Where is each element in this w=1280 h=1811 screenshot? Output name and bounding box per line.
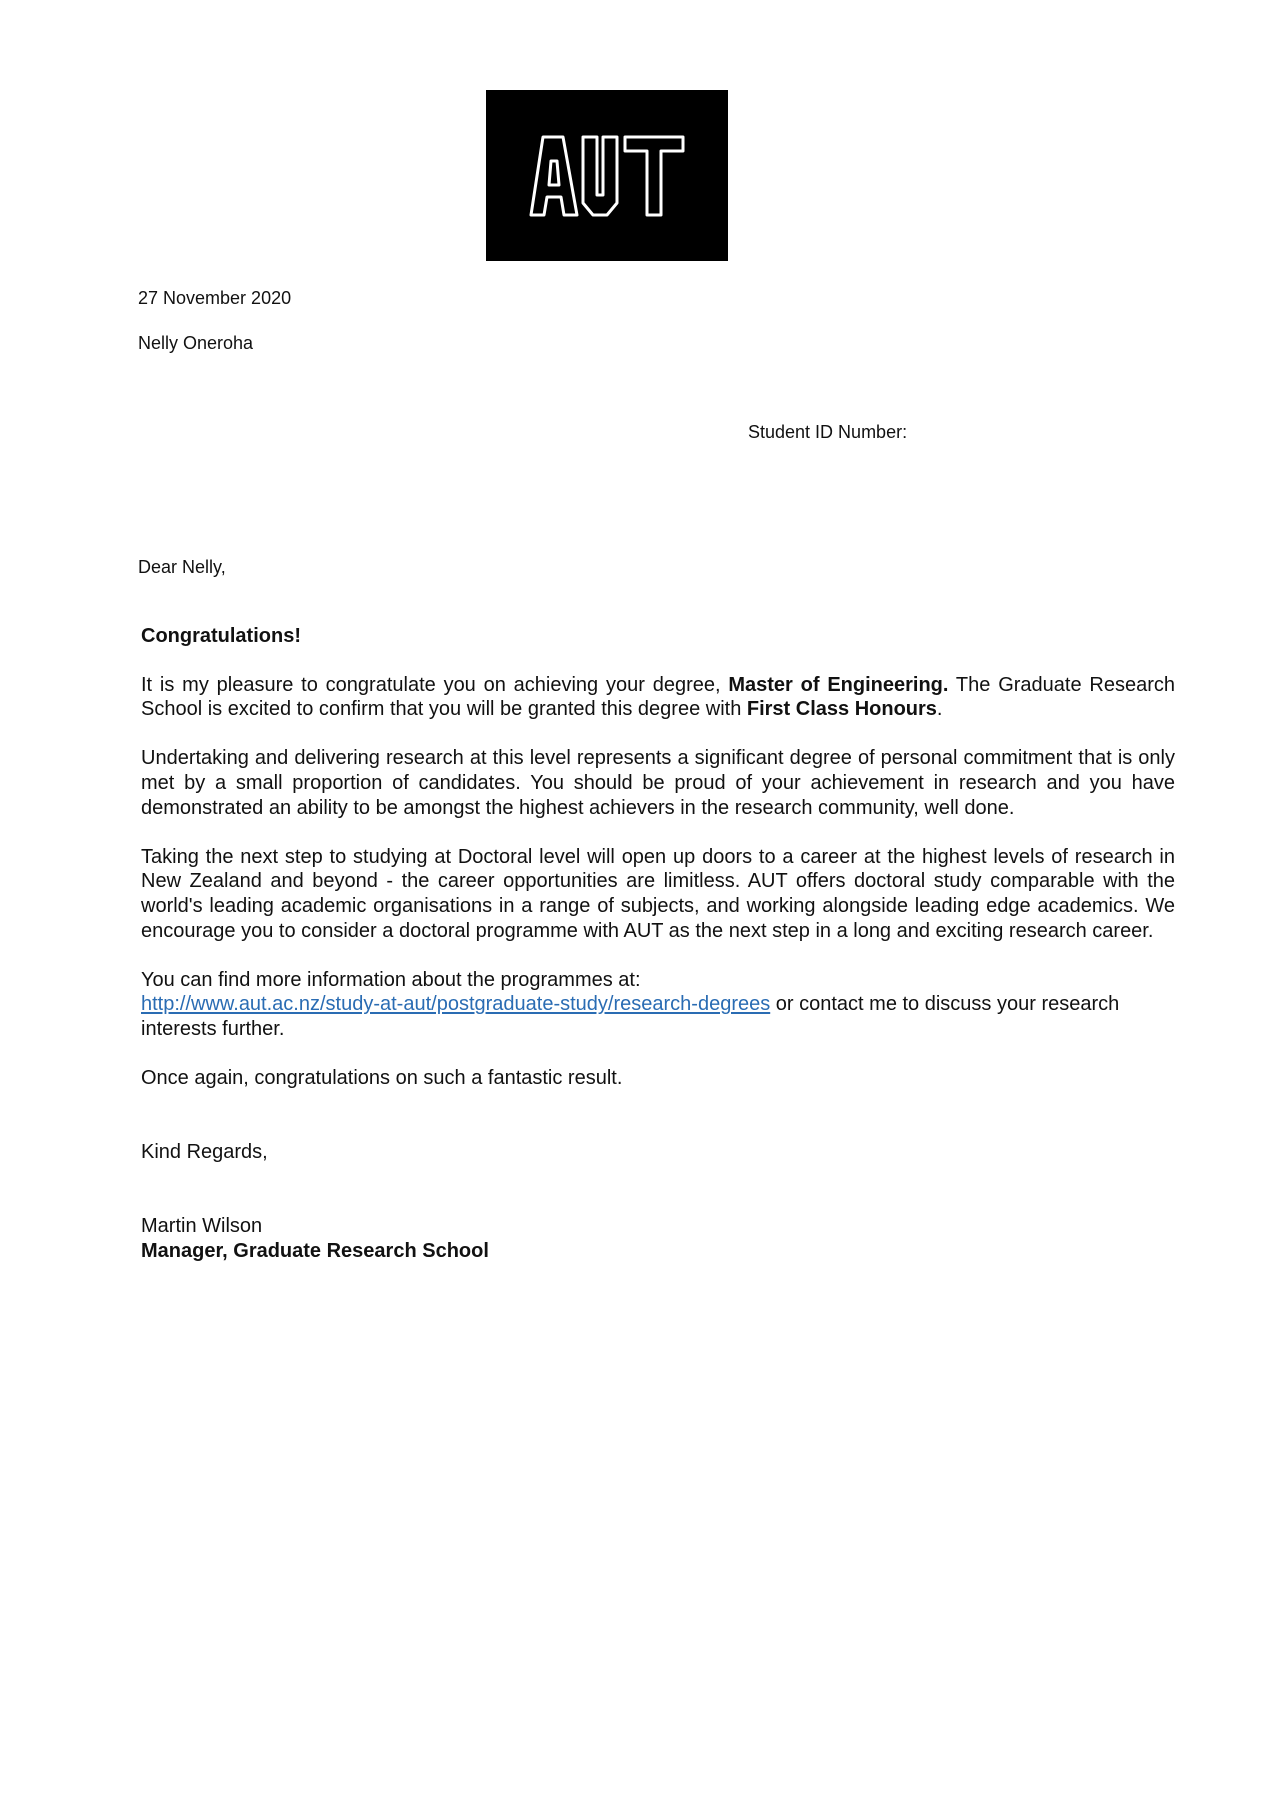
paragraph-text: It is my pleasure to congratulate you on achieving your degree, — [141, 673, 729, 696]
paragraph-closing: Once again, congratulations on such a fantastic result. — [141, 1067, 623, 1090]
honours-class: First Class Honours — [746, 698, 937, 721]
salutation: Dear Nelly, — [138, 557, 226, 577]
research-degrees-link[interactable]: http://www.aut.ac.nz/study-at-aut/postgraduate-study/research-degrees — [141, 993, 771, 1016]
letter-body — [141, 624, 1175, 1261]
signoff: Kind Regards, — [141, 1140, 268, 1163]
degree-name: Master of Engineering. — [728, 673, 949, 696]
paragraph-degree — [141, 673, 1175, 722]
paragraph-achievement: Undertaking and delivering research at this level represents a significant degree of personal commitment that is only met by a small proportion of candidates. You should be proud of your achievement in research and you have demonstrated an ability to be amongst the highest achievers in the research community, well done. — [141, 747, 1175, 819]
more-info-outro: or contact me to discuss your research interests further. — [141, 993, 1120, 1040]
paragraph-text: . — [936, 698, 943, 721]
signer-title: Manager, Graduate Research School — [141, 1239, 489, 1261]
more-info-intro: You can find more information about the programmes at: — [141, 968, 641, 991]
recipient-name: Nelly Oneroha — [138, 333, 254, 353]
student-id-label: Student ID Number: — [748, 422, 908, 442]
paragraph-text: The Graduate Research School is excited to confirm that you will be granted this degree with — [141, 673, 1175, 721]
letter-date: 27 November 2020 — [138, 288, 292, 308]
signer-name: Martin Wilson — [141, 1215, 263, 1238]
aut-logo-icon — [529, 133, 685, 219]
congratulations-heading: Congratulations! — [141, 625, 301, 647]
paragraph-doctoral: Taking the next step to studying at Doctoral level will open up doors to a career at the highest levels of research in New Zealand and beyond - the career opportunities are limitless. AUT offers doctoral study comparable with the world's leading academic organisations in a range of subjects, and working alongside leading edge academics. We encourage you to consider a doctoral programme with AUT as the next step in a long and exciting research career. — [141, 845, 1175, 942]
aut-logo — [486, 90, 728, 261]
paragraph-more-info — [141, 968, 1175, 1042]
